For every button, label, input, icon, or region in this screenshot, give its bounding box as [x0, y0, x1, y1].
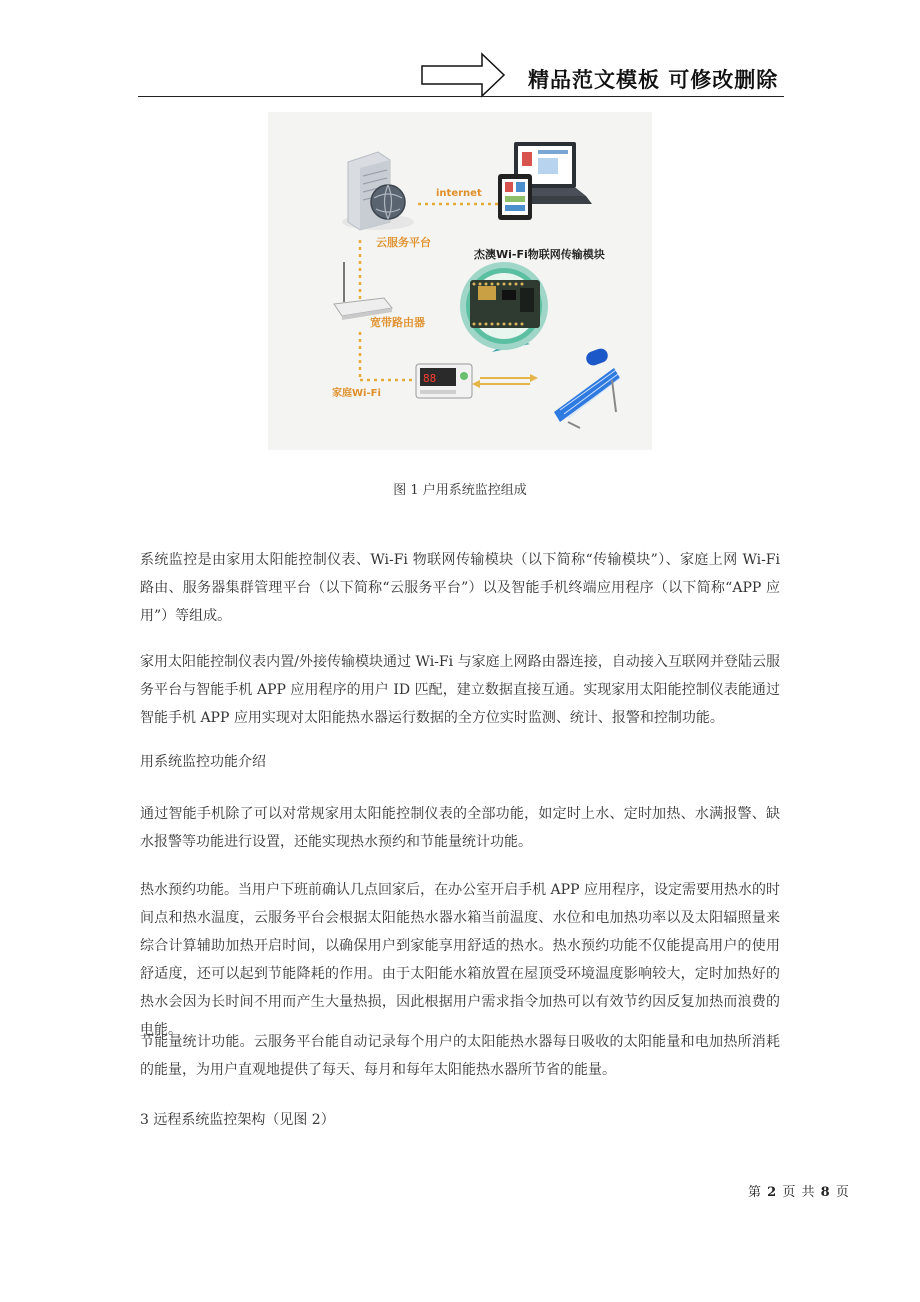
- paragraph-4: 热水预约功能。当用户下班前确认几点回家后，在办公室开启手机 APP 应用程序，设定需要用热水的时间点和热水温度，云服务平台会根据太阳能热水器水箱当前温度、水位和电加热功率以及太阳辐照量来综合计算辅助加热开启时间，以确保用户到家能享用舒适的热水。热水预约功能不仅能提高用户的使用舒适度，还可以起到节能降耗的作用。由于太阳能水箱放置在屋顶受环境温度影响较大，定时加热好的热水会因为长时间不用而产生大量热损，因此根据用户需求指令加热可以有效节约因反复加热而浪费的电能。: [140, 882, 780, 1038]
- wifi-module-icon: [460, 262, 548, 352]
- page-header: [0, 0, 920, 100]
- paragraph-5: 节能量统计功能。云服务平台能自动记录每个用户的太阳能热水器每日吸收的太阳能量和电加热所消耗的能量，为用户直观地提供了每天、每月和每年太阳能热水器所节省的能量。: [140, 1034, 780, 1078]
- section-3-heading: 3 远程系统监控架构（见图 2）: [140, 1112, 335, 1128]
- system-diagram-figure: [268, 112, 652, 450]
- paragraph-1: 系统监控是由家用太阳能控制仪表、Wi-Fi 物联网传输模块（以下简称“传输模块”）、家庭上网 Wi-Fi 路由、服务器集群管理平台（以下简称“云服务平台”）以及智能手机终端应用程序（以下简称“APP 应用”）等组成。: [140, 552, 780, 624]
- module-title-label: 杰澳Wi-Fi物联网传输模块: [474, 248, 605, 261]
- tablet-icon: [498, 174, 532, 220]
- footer-prefix: 第: [748, 1185, 763, 1200]
- footer-suffix: 页: [835, 1185, 850, 1200]
- system-diagram: [268, 112, 652, 450]
- cloud-platform-label: 云服务平台: [376, 236, 431, 249]
- figure-caption: 图 1 户用系统监控组成: [393, 483, 527, 498]
- total-pages: 8: [820, 1185, 831, 1200]
- solar-water-heater-icon: [554, 347, 620, 428]
- svg-text:88: 88: [423, 372, 437, 385]
- paragraph-2: 家用太阳能控制仪表内置/外接传输模块通过 Wi-Fi 与家庭上网路由器连接，自动接入互联网并登陆云服务平台与智能手机 APP 应用程序的用户 ID 匹配，建立数据直接互通。实现家用太阳能控制仪表能通过智能手机 APP 应用实现对太阳能热水器运行数据的全方位实时监测、统计、报警和控制功能。: [140, 654, 780, 726]
- paragraph-3: 通过智能手机除了可以对常规家用太阳能控制仪表的全部功能，如定时上水、定时加热、水满报警、缺水报警等功能进行设置，还能实现热水预约和节能量统计功能。: [140, 806, 780, 850]
- cloud-server-icon: [342, 152, 414, 230]
- home-wifi-label: 家庭Wi-Fi: [332, 388, 381, 399]
- router-icon: [334, 262, 392, 320]
- page-number: 2: [767, 1185, 778, 1200]
- page-footer: [748, 1181, 850, 1200]
- bidirectional-arrow-icon: [472, 374, 538, 388]
- arrow-right-icon: [420, 52, 506, 98]
- header-divider: [138, 96, 784, 97]
- controller-device-icon: [416, 364, 472, 398]
- footer-middle: 页 共: [782, 1185, 816, 1200]
- header-title: 精品范文模板 可修改删除: [528, 68, 779, 92]
- internet-label: internet: [436, 188, 482, 199]
- router-label: 宽带路由器: [370, 316, 425, 329]
- section-heading: 用系统监控功能介绍: [140, 754, 266, 770]
